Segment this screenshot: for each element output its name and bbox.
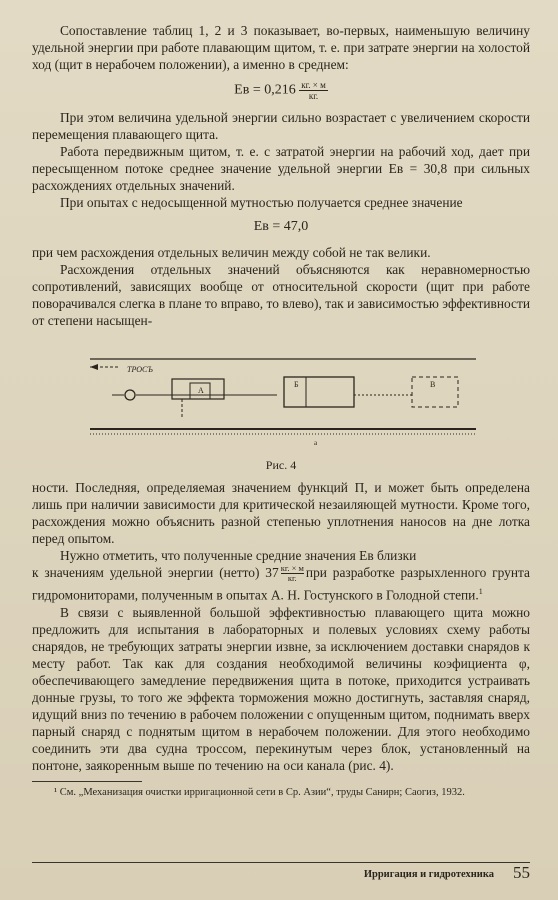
footnote-rule <box>32 781 142 782</box>
flow-arrow-head <box>90 364 98 370</box>
figure-4-caption: Рис. 4 <box>265 458 297 472</box>
inline-unit <box>281 564 304 583</box>
formula-unit-numerator: кг. × м <box>301 80 326 90</box>
label-small-a: а <box>314 439 318 447</box>
formula-value: = 0,216 <box>252 82 296 98</box>
paragraph-8b: к значениям удельной энергии (нетто) 37 <box>32 565 279 580</box>
paragraph-4: При опытах с недосыщенной мутностью получается среднее значение <box>60 195 463 210</box>
figure-4-diagram <box>32 349 530 454</box>
paragraph-5: при чем расхождения отдельных величин между собой не так велики. <box>32 245 431 260</box>
paragraph-3: Работа передвижным щитом, т. е. с затратой энергии на рабочий ход, дает при пересыщенном потоке среднее значение удельной энергии Eв = 30,8 при сильных расхождениях отдельных значений. <box>32 144 530 193</box>
figure-4 <box>32 349 530 454</box>
label-v: В <box>430 380 436 389</box>
label-tros: ТРОСЪ <box>127 365 153 374</box>
page-footer <box>32 862 530 887</box>
paragraph-9: В связи с выявленной большой эффективностью плавающего щита можно предложить для испытания в лабораторных и полевых условиях схему работы снарядов, не требующих затраты энергии извне, за исключением доставки снарядов к месту работ. Так как для создания необходимой величины коэфициента φ, обеспечивающего замедление передвижения щита в потоке, приходится устраивать донные грузы, то того же эффекта торможения можно достигнуть, заставляя снаряд, идущий вниз по течению в рабочем положении с опущенным щитом, поднимать вверх парный снаряд с поднятым щитом в нерабочем положении. Для этого необходимо соединить эти два судна троссом, перекинутым через блок, установленный на понтоне, заякоренным выше по течению на оси канала (рис. 4). <box>32 604 530 773</box>
label-b: Б <box>294 380 299 389</box>
footnote: ¹ См. „Механизация очистки ирригационной сети в Ср. Азии“, труды Санирн; Саогиз, 1932. <box>54 786 465 798</box>
paragraph-7: ности. Последняя, определяемая значением функций П, и может быть определена лишь при наличии зависимости для критической незаиляющей мутности. Кроме того, расхождения можно объяснить разной степенью уплотнения наносов на дне лотка перед опытом. <box>32 480 530 546</box>
inline-unit-denominator: кг. <box>287 573 297 584</box>
paragraph-8a: Нужно отметить, что полученные средние значения Eв близки <box>60 548 417 563</box>
formula-unit-denominator: кг. <box>308 91 319 101</box>
formula-specific-energy-undersaturated: Eв = 47,0 <box>253 219 309 234</box>
paragraph-8c: при разработке разрыхленного грунта гидромониторами, полученным в опытах А. Н. Гостунского в Голодной степи. <box>32 565 530 603</box>
paragraph-1: Сопоставление таблиц 1, 2 и 3 показывает, во-первых, наименьшую величину удельной энергии при работе плавающим щитом, т. е. при затрате энергии на холостой ход (щит в нерабочем положении), а именно в среднем: <box>32 23 530 72</box>
page-number: 55 <box>513 863 530 882</box>
journal-title: Ирригация и гидротехника <box>363 869 494 880</box>
paragraph-2: При этом величина удельной энергии сильно возрастает с увеличением скорости перемещения плавающего щита. <box>32 110 530 142</box>
inline-unit-numerator: кг. × м <box>280 563 304 574</box>
paragraph-6: Расхождения отдельных значений объясняются как неравномерностью сопротивлений, зависящих вообще от относительной скорости (щит при работе поворачивался слегка в плане то вправо, то влево), так и зависимостью эффективности от степени насыщен- <box>32 262 530 328</box>
paragraph-8 <box>32 564 530 604</box>
formula-specific-energy-floating <box>32 80 530 101</box>
footnote-marker: 1 <box>478 587 483 597</box>
formula-lhs: Eв <box>234 82 250 98</box>
pulley-block <box>125 390 135 400</box>
label-a: А <box>198 386 204 395</box>
formula-unit <box>299 80 328 101</box>
